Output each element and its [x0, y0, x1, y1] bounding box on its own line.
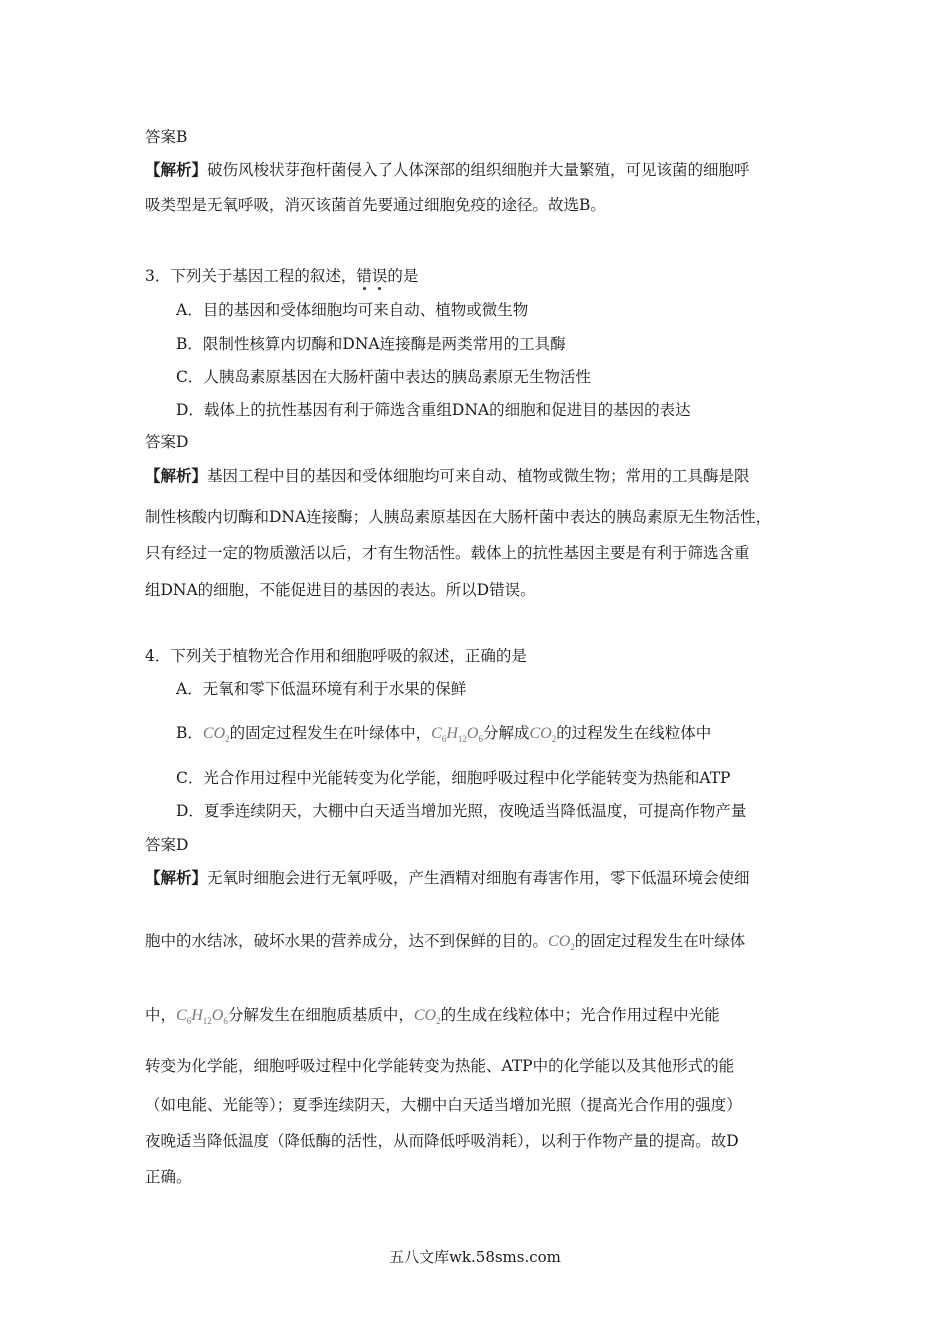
- q3-explanation-line4: 组DNA的细胞，不能促进目的基因的表达。所以D错误。: [145, 581, 536, 599]
- explanation-label: 【解析】: [145, 467, 208, 485]
- q4-option-a: A．无氧和零下低温环境有利于水果的保鲜: [176, 680, 467, 698]
- q4-explanation-line2: 胞中的水结冰，破坏水果的营养成分，达不到保鲜的目的。$CO_2$的固定过程发生在叶绿体: [145, 932, 746, 953]
- formula-co2: $CO_2$: [529, 725, 557, 745]
- footer-watermark: 五八文库wk.58sms.com: [389, 1248, 561, 1266]
- q3-option-d: D．载体上的抗性基因有利于筛选含重组DNA的细胞和促进目的基因的表达: [176, 401, 691, 419]
- q4-option-c: C．光合作用过程中光能转变为化学能，细胞呼吸过程中化学能转变为热能和ATP: [176, 769, 731, 787]
- q3-option-b: B．限制性核算内切酶和DNA连接酶是两类常用的工具酶: [176, 335, 566, 353]
- q4-stem: 4．下列关于植物光合作用和细胞呼吸的叙述，正确的是: [145, 647, 527, 665]
- q3-option-a: A．目的基因和受体细胞均可来自动、植物或微生物: [176, 301, 529, 319]
- explanation-label: 【解析】: [145, 161, 208, 179]
- formula-glucose: $C_6H_{12}O_6$: [176, 1007, 228, 1027]
- explanation-q2-line2: 吸类型是无氧呼吸，消灭该菌首先要通过细胞免疫的途径。故选B。: [145, 196, 606, 214]
- q3-answer: 答案D: [145, 433, 189, 451]
- q3-option-c: C．人胰岛素原基因在大肠杆菌中表达的胰岛素原无生物活性: [176, 368, 591, 386]
- explanation-label: 【解析】: [145, 869, 208, 887]
- q4-explanation-line6: 夜晚适当降低温度（降低酶的活性，从而降低呼吸消耗），以利于作物产量的提高。故D: [145, 1132, 739, 1150]
- formula-co2: $CO_2$: [202, 725, 230, 745]
- q4-explanation-line4: 转变为化学能，细胞呼吸过程中化学能转变为热能、ATP中的化学能以及其他形式的能: [145, 1057, 735, 1075]
- formula-co2: $CO_2$: [413, 1007, 441, 1027]
- q4-explanation-line1: 【解析】无氧时细胞会进行无氧呼吸，产生酒精对细胞有毒害作用，零下低温环境会使细: [145, 869, 750, 887]
- formula-glucose: $C_6H_{12}O_6$: [431, 725, 483, 745]
- q4-option-b: B．$CO_2$的固定过程发生在叶绿体中，$C_6H_{12}O_6$分解成$CO_2$的过程发生在线粒体中: [176, 724, 712, 745]
- q4-answer: 答案D: [145, 836, 189, 854]
- q4-explanation-line3: 中，$C_6H_{12}O_6$分解发生在细胞质基质中，$CO_2$的生成在线粒体中；光合作用过程中光能: [145, 1006, 720, 1027]
- q4-explanation-line5: （如电能、光能等）；夏季连续阴天，大棚中白天适当增加光照（提高光合作用的强度）: [145, 1096, 742, 1114]
- formula-co2: $CO_2$: [548, 933, 575, 953]
- emphasis-dot-char: 误: [371, 267, 388, 285]
- explanation-q2-line1: 【解析】破伤风梭状芽孢杆菌侵入了人体深部的组织细胞并大量繁殖，可见该菌的细胞呼: [145, 161, 750, 179]
- emphasis-dot-char: 错: [356, 267, 372, 285]
- q4-explanation-line7: 正确。: [145, 1168, 192, 1186]
- q3-explanation-line1: 【解析】基因工程中目的基因和受体细胞均可来自动、植物或微生物；常用的工具酶是限: [145, 467, 750, 485]
- q3-stem: 3．下列关于基因工程的叙述，错误的是: [145, 267, 419, 285]
- q3-explanation-line2: 制性核酸内切酶和DNA连接酶；人胰岛素原基因在大肠杆菌中表达的胰岛素原无生物活性，: [145, 508, 772, 526]
- q4-option-d: D．夏季连续阴天，大棚中白天适当增加光照，夜晚适当降低温度，可提高作物产量: [176, 802, 747, 820]
- answer-prev: 答案B: [145, 128, 188, 146]
- q3-explanation-line3: 只有经过一定的物质激活以后，才有生物活性。载体上的抗性基因主要是有利于筛选含重: [145, 544, 750, 562]
